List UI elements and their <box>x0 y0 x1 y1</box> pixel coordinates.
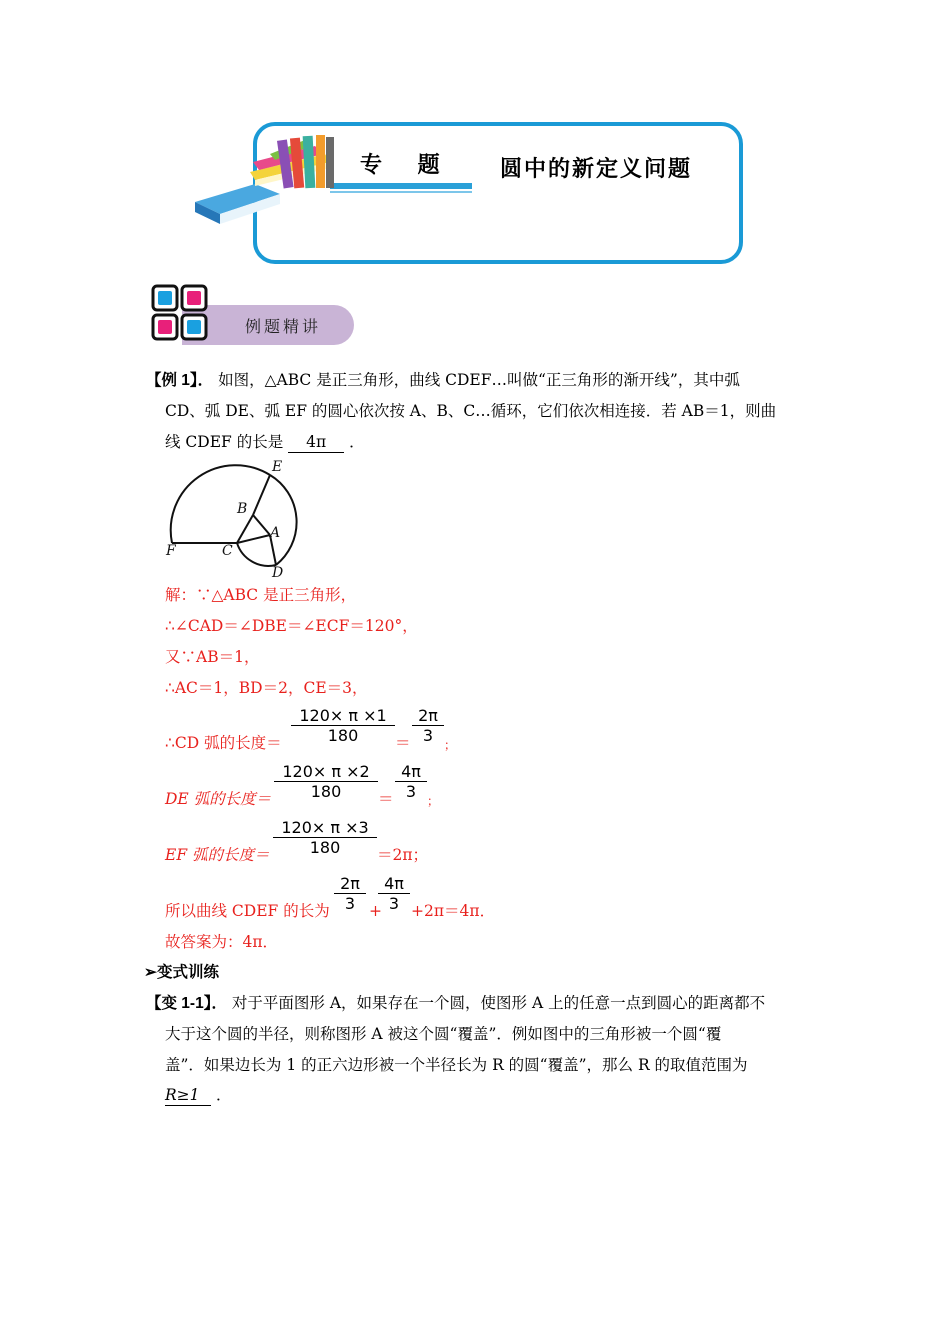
cd-result-fraction <box>412 706 444 745</box>
books-icon <box>185 132 345 232</box>
example1-answer: 4π <box>288 432 344 453</box>
solution-answer: 故答案为：4π． <box>165 933 279 951</box>
solution-line1: 解：∵△ABC 是正三角形， <box>165 586 357 604</box>
de-fraction <box>274 762 378 801</box>
header-underline-thin <box>330 191 472 193</box>
solution-line3: 又∵AB＝1， <box>165 648 260 666</box>
variant-line4 <box>165 1085 231 1106</box>
label-C: C <box>222 543 233 559</box>
header-underline <box>330 183 472 189</box>
variant-line3: 盖”．如果边长为 1 的正六边形被一个半径长为 R 的圆“覆盖”，那么 R 的取值范围为 <box>165 1056 748 1074</box>
involute-figure <box>160 455 310 580</box>
variant-heading: ➢变式训练 <box>144 964 219 981</box>
page-title: 圆中的新定义问题 <box>500 156 693 182</box>
total-fraction-2-num: 4π <box>378 874 410 894</box>
de-eq: ＝ <box>378 790 394 808</box>
total-fraction-2 <box>378 874 410 913</box>
cd-fraction <box>291 706 395 745</box>
example1-line2: CD、弧 DE、弧 EF 的圆心依次按 A、B、C…循环，它们依次相连接．若 AB＝1，则曲 <box>165 402 777 420</box>
example1-text1: 如图，△ABC 是正三角形，曲线 CDEF…叫做“正三角形的渐开线”，其中弧 <box>218 371 740 389</box>
variant-tag: 【变 1-1】． <box>146 995 227 1012</box>
label-B: B <box>237 501 248 517</box>
total-fraction-1-num: 2π <box>334 874 366 894</box>
de-result-fraction <box>395 762 427 801</box>
cd-result-num: 2π <box>412 706 444 726</box>
solution-cd-label: ∴CD 弧的长度＝ <box>165 734 282 752</box>
de-fraction-num: 120× π ×2 <box>274 762 378 782</box>
variant-line2: 大于这个圆的半径，则称图形 A 被这个圆“覆盖”．例如图中的三角形被一个圆“覆 <box>165 1025 722 1043</box>
label-E: E <box>272 459 283 475</box>
label-D: D <box>272 565 284 580</box>
variant-text1: 对于平面图形 A，如果存在一个圆，使图形 A 上的任意一点到圆心的距离都不 <box>231 994 766 1012</box>
total-fraction-1-den: 3 <box>344 894 356 913</box>
total-plus: + <box>369 902 382 920</box>
variant-line1 <box>146 993 765 1014</box>
total-fraction-2-den: 3 <box>388 894 400 913</box>
solution-line2: ∴∠CAD＝∠DBE＝∠ECF＝120°， <box>165 617 418 635</box>
de-result-den: 3 <box>405 782 417 801</box>
cd-result-den: 3 <box>422 726 434 745</box>
grid-logo-icon <box>150 283 212 345</box>
ef-result: ＝2π； <box>377 846 429 864</box>
label-F: F <box>166 543 176 559</box>
ef-fraction-num: 120× π ×3 <box>273 818 377 838</box>
cd-fraction-num: 120× π ×1 <box>291 706 395 726</box>
ef-label-text: EF 弧的长度＝ <box>165 846 270 864</box>
total-result: +2π＝4π． <box>411 902 496 920</box>
header-label: 专 题 <box>360 152 454 178</box>
example1-line3 <box>165 432 365 453</box>
section-label: 例题精讲 <box>245 317 322 336</box>
de-fraction-den: 180 <box>310 782 342 801</box>
de-label-text: DE 弧的长度＝ <box>165 790 272 808</box>
variant-period: ． <box>215 1086 232 1104</box>
cd-semicolon: ； <box>444 738 457 752</box>
ef-fraction <box>273 818 377 857</box>
example1-line1 <box>146 370 740 391</box>
cd-eq: ＝ <box>395 734 411 752</box>
de-result-num: 4π <box>395 762 427 782</box>
example1-text3: 线 CDEF 的长是 <box>165 433 284 451</box>
cd-fraction-den: 180 <box>327 726 359 745</box>
solution-de-label <box>165 789 271 809</box>
total-fraction-1 <box>334 874 366 913</box>
example1-period: ． <box>349 433 365 451</box>
label-A: A <box>270 525 281 541</box>
solution-line4: ∴AC＝1，BD＝2，CE＝3， <box>165 679 368 697</box>
solution-total-label: 所以曲线 CDEF 的长为 <box>165 902 330 920</box>
solution-ef-label <box>165 845 270 865</box>
ef-fraction-den: 180 <box>309 838 341 857</box>
example1-tag: 【例 1】． <box>146 372 214 389</box>
variant-answer: R≥1 <box>165 1085 211 1106</box>
de-semicolon: ； <box>427 794 440 808</box>
